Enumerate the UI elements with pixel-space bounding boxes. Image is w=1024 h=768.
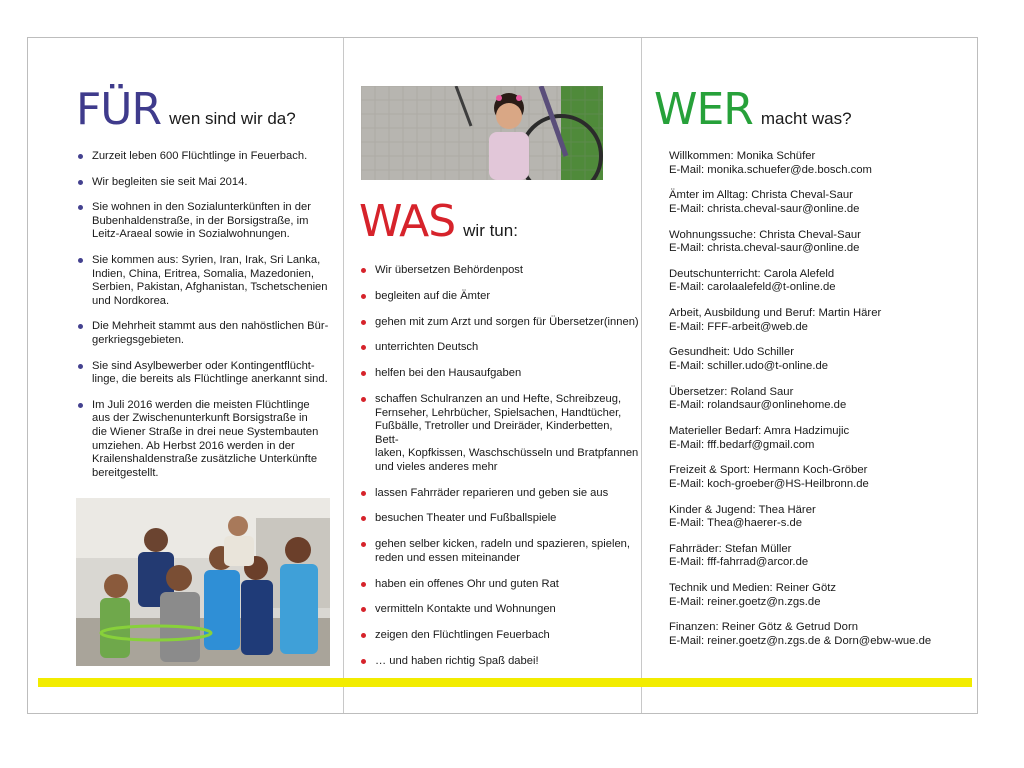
contact-role: Übersetzer: Roland Saur	[669, 385, 794, 398]
contact-entry	[669, 229, 969, 256]
contact-role: Wohnungssuche: Christa Cheval-Saur	[669, 228, 861, 241]
bullet-item	[359, 290, 639, 304]
bullet-item	[76, 360, 338, 387]
heading-big: FÜR	[76, 84, 162, 135]
contact-entry	[669, 543, 969, 570]
bullet-line: Indien, China, Eritrea, Somalia, Mazedonien,	[92, 267, 315, 280]
contact-email: E-Mail: fff-fahrrad@arcor.de	[669, 556, 809, 569]
bullet-line: gerkriegsgebieten.	[92, 333, 185, 346]
contact-entry	[669, 268, 969, 295]
contact-entry	[669, 346, 969, 373]
bullet-item	[359, 393, 639, 475]
bullet-line: … und haben richtig Spaß dabei!	[375, 654, 539, 667]
column-divider	[641, 38, 642, 713]
bullet-line: Wir übersetzen Behördenpost	[375, 264, 524, 276]
bullet-line: und vieles anderes mehr	[375, 460, 498, 473]
contact-email: E-Mail: rolandsaur@onlinehome.de	[669, 399, 847, 412]
heading-small: macht was?	[760, 109, 852, 128]
bullet-item	[76, 150, 338, 164]
bullet-line: Zurzeit leben 600 Flüchtlinge in Feuerbach.	[92, 150, 308, 162]
contact-email: E-Mail: monika.schuefer@de.bosch.com	[669, 163, 872, 176]
bullet-line: Bubenhaldenstraße, in der Borsigstraße, im	[92, 214, 309, 227]
bullet-line: Im Juli 2016 werden die meisten Flüchtlinge	[92, 398, 310, 411]
heading-big: WAS	[359, 196, 456, 247]
contact-entry	[669, 386, 969, 413]
bullet-line: bereitgestellt.	[92, 466, 159, 479]
contact-email: E-Mail: reiner.goetz@n.zgs.de & Dorn@ebw-wue.de	[669, 634, 932, 647]
bullet-item	[359, 655, 639, 669]
bullet-line: linge, die bereits als Flüchtlinge anerkannt sind.	[92, 373, 328, 386]
children-group-photo	[76, 498, 330, 666]
section-heading-wer	[654, 84, 852, 135]
contact-role: Technik und Medien: Reiner Götz	[669, 582, 837, 595]
contact-email: E-Mail: christa.cheval-saur@online.de	[669, 242, 860, 255]
bullet-line: zeigen den Flüchtlingen Feuerbach	[375, 629, 550, 642]
heading-big: WER	[654, 84, 753, 135]
bullet-line: Krailenshaldenstraße zusätzliche Unterkünfte	[92, 453, 318, 466]
contact-role: Arbeit, Ausbildung und Beruf: Martin Härer	[669, 307, 882, 320]
contact-email: E-Mail: reiner.goetz@n.zgs.de	[669, 595, 821, 608]
fuer-bullet-list	[76, 150, 338, 492]
bullet-item	[359, 578, 639, 592]
contact-email: E-Mail: fff.bedarf@gmail.com	[669, 438, 815, 451]
bullet-line: die Wiener Straße in drei neue Systembauten	[92, 425, 319, 438]
bullet-item	[76, 399, 338, 481]
contact-email: E-Mail: schiller.udo@t-online.de	[669, 360, 829, 372]
children-photo-illustration	[76, 498, 330, 666]
bullet-line: gehen selber kicken, radeln und spazieren, spielen,	[375, 538, 630, 551]
contact-role: Willkommen: Monika Schüfer	[669, 150, 816, 162]
bullet-item	[76, 201, 338, 242]
section-heading-was	[359, 196, 518, 247]
contact-entry	[669, 307, 969, 334]
bullet-item	[359, 512, 639, 526]
brochure-page	[27, 37, 978, 714]
heading-small: wir tun:	[463, 221, 518, 240]
contact-email: E-Mail: carolaalefeld@t-online.de	[669, 281, 836, 294]
bullet-item	[359, 603, 639, 617]
bullet-line: schaffen Schulranzen an und Hefte, Schreibzeug,	[375, 392, 622, 405]
contact-entry	[669, 189, 969, 216]
bullet-line: Serbien, Pakistan, Afghanistan, Tschetschenien	[92, 281, 328, 294]
bullet-line: umziehen. Ab Herbst 2016 werden in der	[92, 439, 295, 452]
bullet-item	[359, 367, 639, 381]
contact-entry	[669, 425, 969, 452]
bullet-line: vermitteln Kontakte und Wohnungen	[375, 603, 556, 616]
bullet-item	[359, 629, 639, 643]
bullet-item	[359, 264, 639, 278]
bullet-line: aus der Zwischenunterkunft Borsigstraße in	[92, 412, 308, 425]
contact-role: Fahrräder: Stefan Müller	[669, 542, 792, 555]
bullet-line: unterrichten Deutsch	[375, 341, 479, 354]
bullet-line: reden und essen miteinander	[375, 551, 520, 564]
bullet-line: Fernseher, Lehrbücher, Spielsachen, Handtücher,	[375, 406, 622, 419]
section-heading-fuer	[76, 84, 296, 135]
bullet-item	[359, 487, 639, 501]
contact-entry	[669, 621, 969, 648]
girl-photo-illustration	[361, 86, 603, 180]
bullet-line: laken, Kopfkissen, Waschschüsseln und Bratpfannen	[375, 447, 639, 460]
bullet-line: Die Mehrheit stammt aus den nahöstlichen Bür-	[92, 320, 329, 333]
contact-email: E-Mail: FFF-arbeit@web.de	[669, 320, 808, 333]
contact-email: E-Mail: christa.cheval-saur@online.de	[669, 202, 860, 215]
bullet-line: Sie sind Asylbewerber oder Kontingentflücht-	[92, 359, 315, 372]
contact-role: Finanzen: Reiner Götz & Getrud Dorn	[669, 621, 858, 634]
was-bullet-list	[359, 264, 639, 681]
heading-small: wen sind wir da?	[169, 109, 296, 128]
bullet-line: Sie wohnen in den Sozialunterkünften in der	[92, 201, 311, 214]
bullet-item	[76, 176, 338, 190]
contact-role: Kinder & Jugend: Thea Härer	[669, 503, 816, 516]
bullet-item	[359, 316, 639, 330]
bullet-line: begleiten auf die Ämter	[375, 289, 491, 302]
bullet-line: besuchen Theater und Fußballspiele	[375, 512, 557, 525]
column-divider	[343, 38, 344, 713]
contact-list	[669, 150, 969, 661]
contact-role: Freizeit & Sport: Hermann Koch-Gröber	[669, 464, 868, 477]
bullet-line: und Nordkorea.	[92, 294, 170, 307]
bullet-line: Sie kommen aus: Syrien, Iran, Irak, Sri Lanka,	[92, 253, 321, 266]
bullet-line: gehen mit zum Arzt und sorgen für Übersetzer(innen)	[375, 315, 639, 328]
girl-with-bicycle-photo	[361, 86, 603, 180]
contact-entry	[669, 464, 969, 491]
bullet-line: Leitz-Araeal sowie in Sozialwohnungen.	[92, 228, 290, 241]
bullet-item	[359, 538, 639, 565]
contact-role: Materieller Bedarf: Amra Hadzimujic	[669, 424, 850, 437]
bullet-line: Wir begleiten sie seit Mai 2014.	[92, 175, 248, 188]
yellow-accent-band	[38, 678, 972, 687]
bullet-item	[76, 320, 338, 347]
bullet-item	[359, 341, 639, 355]
bullet-line: Fußbälle, Tretroller und Dreiräder, Kinderbetten, Bett-	[375, 420, 613, 446]
contact-role: Ämter im Alltag: Christa Cheval-Saur	[669, 189, 853, 202]
contact-role: Gesundheit: Udo Schiller	[669, 346, 794, 359]
bullet-line: helfen bei den Hausaufgaben	[375, 367, 522, 380]
bullet-line: lassen Fahrräder reparieren und geben sie aus	[375, 486, 609, 499]
contact-entry	[669, 504, 969, 531]
contact-email: E-Mail: Thea@haerer-s.de	[669, 517, 803, 530]
contact-entry	[669, 150, 969, 177]
bullet-line: haben ein offenes Ohr und guten Rat	[375, 577, 559, 590]
bullet-item	[76, 254, 338, 308]
contact-entry	[669, 582, 969, 609]
contact-role: Deutschunterricht: Carola Alefeld	[669, 267, 835, 280]
contact-email: E-Mail: koch-groeber@HS-Heilbronn.de	[669, 477, 869, 490]
